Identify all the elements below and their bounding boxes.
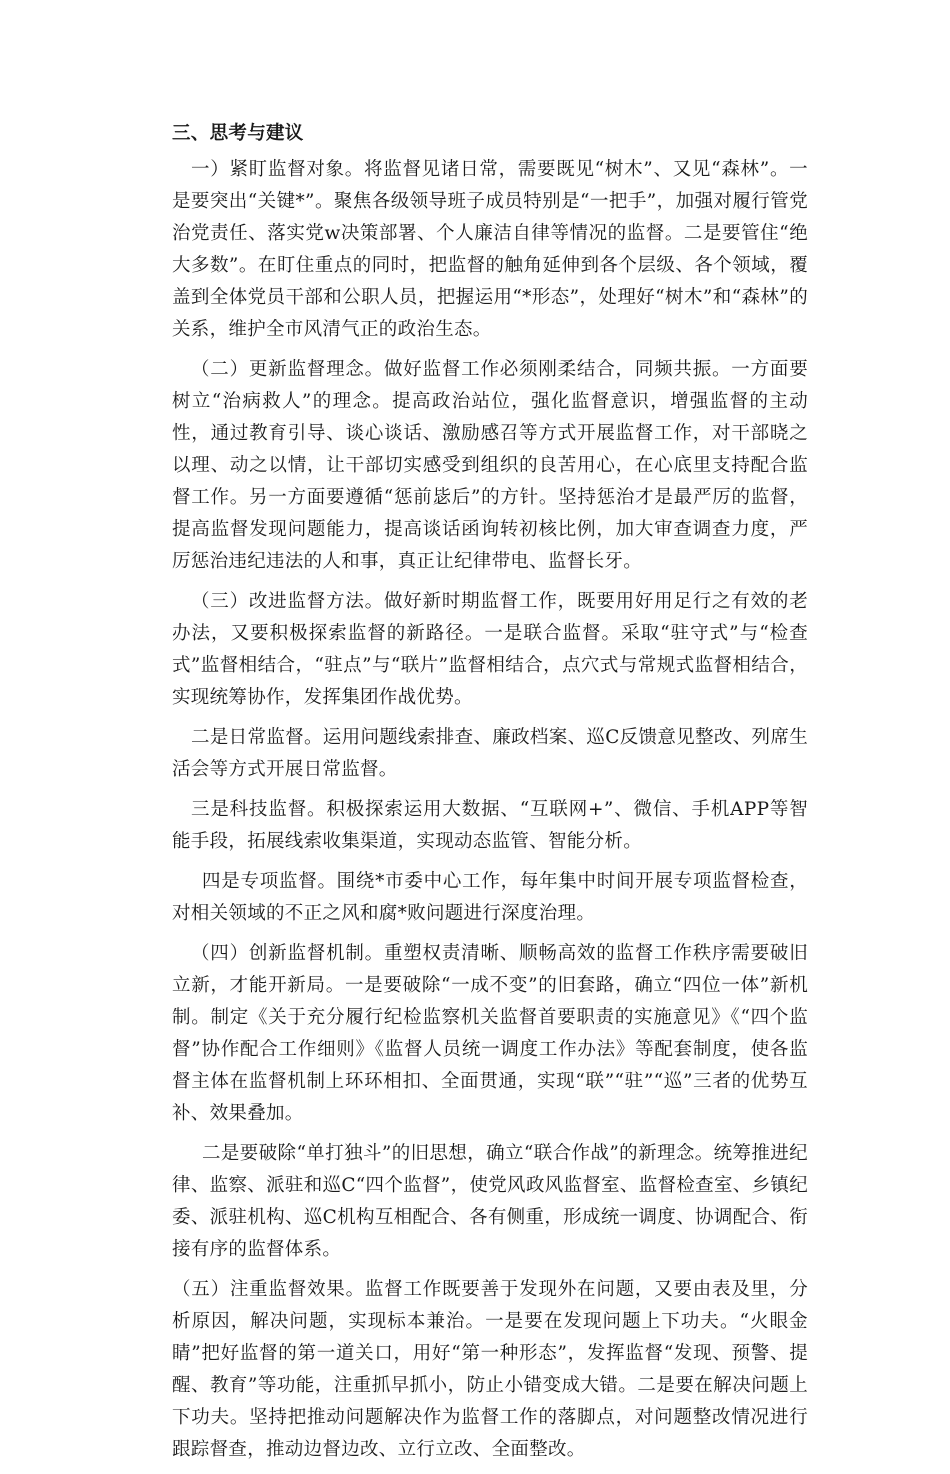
- paragraph-supervision-effect: （五）注重监督效果。监督工作既要善于发现外在问题，又要由表及里，分析原因，解决问题，实现标本兼治。一是要在发现问题上下功夫。“火眼金睛”把好监督的第一道关口，用好“第一种形态”，发挥监督“发现、预警、提醒、教育”等功能，注重抓早抓小，防止小错变成大错。二是要在解决问题上下功夫。坚持把推动问题解决作为监督工作的落脚点，对问题整改情况进行跟踪督查，推动边督边改、立行立改、全面整改。: [172, 1279, 808, 1460]
- paragraph-special-supervision: 四是专项监督。围绕*市委中心工作，每年集中时间开展专项监督检查，对相关领域的不正之风和腐*败问题进行深度治理。: [172, 871, 808, 924]
- paragraph-supervision-methods: （三）改进监督方法。做好新时期监督工作，既要用好用足行之有效的老办法，又要积极探索监督的新路径。一是联合监督。采取“驻守式”与“检查式”监督相结合，“驻点”与“联片”监督相结合，点穴式与常规式监督相结合，实现统筹协作，发挥集团作战优势。: [172, 591, 808, 708]
- document-body: [172, 118, 808, 1474]
- paragraph-tech-supervision: 三是科技监督。积极探索运用大数据、“互联网+”、微信、手机APP等智能手段，拓展线索收集渠道，实现动态监管、智能分析。: [172, 799, 808, 852]
- paragraph-supervision-mechanism: （四）创新监督机制。重塑权责清晰、顺畅高效的监督工作秩序需要破旧立新，才能开新局。一是要破除“一成不变”的旧套路，确立“四位一体”新机制。制定《关于充分履行纪检监察机关监督首要职责的实施意见》《“四个监督”协作配合工作细则》《监督人员统一调度工作办法》等配套制度，使各监督主体在监督机制上环环相扣、全面贯通，实现“联”“驻”“巡”三者的优势互补、效果叠加。: [172, 943, 808, 1124]
- paragraph-supervision-concept: （二）更新监督理念。做好监督工作必须刚柔结合，同频共振。一方面要树立“治病救人”的理念。提高政治站位，强化监督意识，增强监督的主动性，通过教育引导、谈心谈话、激励感召等方式开展监督工作，对干部晓之以理、动之以情，让干部切实感受到组织的良苦用心，在心底里支持配合监督工作。另一方面要遵循“惩前毖后”的方针。坚持惩治才是最严厉的监督，提高监督发现问题能力，提高谈话函询转初核比例，加大审查调查力度，严厉惩治违纪违法的人和事，真正让纪律带电、监督长牙。: [172, 359, 808, 572]
- paragraph-joint-operation: 二是要破除“单打独斗”的旧思想，确立“联合作战”的新理念。统筹推进纪律、监察、派驻和巡C“四个监督”，使党风政风监督室、监督检查室、乡镇纪委、派驻机构、巡C机构互相配合、各有侧重，形成统一调度、协调配合、衔接有序的监督体系。: [172, 1143, 808, 1260]
- section-heading: 三、思考与建议: [172, 123, 304, 144]
- paragraph-daily-supervision: 二是日常监督。运用问题线索排查、廉政档案、巡C反馈意见整改、列席生活会等方式开展日常监督。: [172, 727, 808, 780]
- paragraph-supervision-targets: 一）紧盯监督对象。将监督见诸日常，需要既见“树木”、又见“森林”。一是要突出“关键*”。聚焦各级领导班子成员特别是“一把手”，加强对履行管党治党责任、落实党w决策部署、个人廉洁自律等情况的监督。二是要管住“绝大多数”。在盯住重点的同时，把监督的触角延伸到各个层级、各个领域，覆盖到全体党员干部和公职人员，把握运用“*形态”，处理好“树木”和“森林”的关系，维护全市风清气正的政治生态。: [172, 159, 808, 340]
